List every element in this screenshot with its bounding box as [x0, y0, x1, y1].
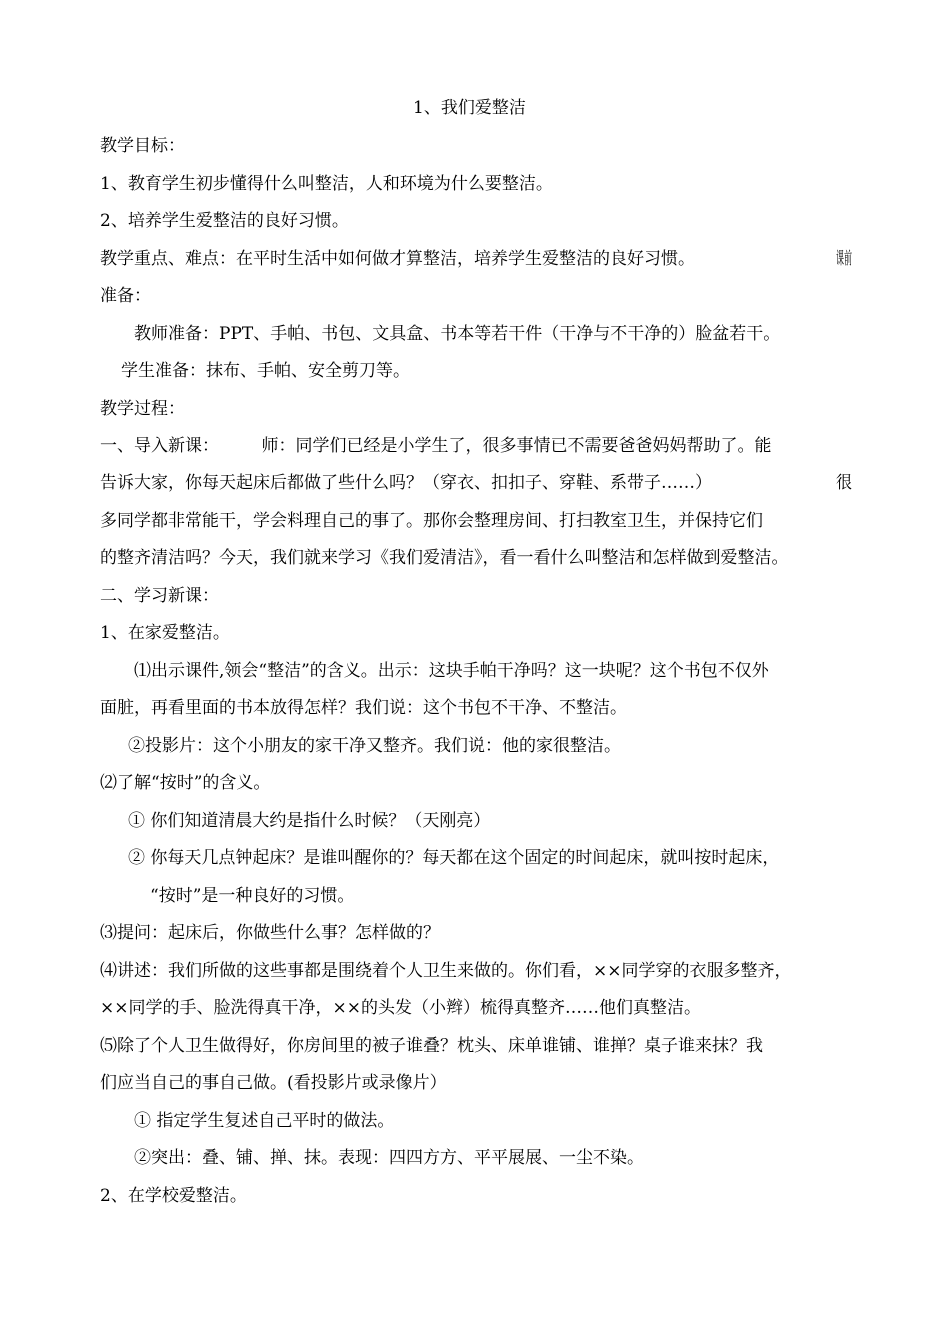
text-line: 告诉大家，你每天起床后都做了些什么吗？（穿衣、扣扣子、穿鞋、系带子……）	[100, 473, 712, 493]
text-line: 教师准备：PPT、手帕、书包、文具盒、书本等若干件（干净与不干净的）脸盆若干。	[134, 324, 781, 344]
text-line: “按时”是一种良好的习惯。	[150, 886, 355, 906]
text-line: ②突出：叠、铺、掸、抹。表现：四四方方、平平展展、一尘不染。	[134, 1148, 644, 1168]
text-line: 准备：	[100, 286, 151, 306]
text-line: ② 你每天几点钟起床？是谁叫醒你的？每天都在这个固定的时间起床，就叫按时起床，	[128, 848, 780, 868]
text-line: ⑶提问：起床后，你做些什么事？怎样做的？	[100, 923, 440, 943]
text-line: 课前	[836, 249, 853, 269]
text-line: ⑴出示课件,领会“整洁”的含义。出示：这块手帕干净吗？这一块呢？这个书包不仅外	[134, 661, 769, 681]
text-line: 教学目标：	[100, 136, 185, 156]
text-line: 二、学习新课：	[100, 586, 219, 606]
text-line: 的整齐清洁吗？今天，我们就来学习《我们爱清洁》，看一看什么叫整洁和怎样做到爱整洁。	[100, 548, 789, 568]
text-line: 面脏，再看里面的书本放得怎样？我们说：这个书包不干净、不整洁。	[100, 698, 627, 718]
text-line: 2、在学校爱整洁。	[100, 1186, 247, 1206]
text-line: 们应当自己的事自己做。(看投影片或录像片）	[100, 1073, 447, 1093]
text-line: 2、培养学生爱整洁的良好习惯。	[100, 211, 349, 231]
text-line: 1、在家爱整洁。	[100, 623, 230, 643]
document-title: 1、我们爱整洁	[413, 98, 526, 118]
text-line: ⑵了解“按时”的含义。	[100, 773, 271, 793]
text-line: ① 指定学生复述自己平时的做法。	[134, 1111, 395, 1131]
text-line: 教学重点、难点：在平时生活中如何做才算整洁，培养学生爱整洁的良好习惯。	[100, 249, 695, 269]
text-line: ××同学的手、脸洗得真干净，××的头发（小辫）梳得真整齐……他们真整洁。	[100, 998, 701, 1018]
text-line: 多同学都非常能干，学会料理自己的事了。那你会整理房间、打扫教室卫生，并保持它们	[100, 511, 763, 531]
text-line: 一、导入新课： 师：同学们已经是小学生了，很多事情已不需要爸爸妈妈帮助了。能	[100, 436, 772, 456]
text-line: ②投影片：这个小朋友的家干净又整齐。我们说：他的家很整洁。	[128, 736, 621, 756]
text-line: ⑸除了个人卫生做得好，你房间里的被子谁叠？枕头、床单谁铺、谁掸？桌子谁来抹？我	[100, 1036, 763, 1056]
text-line: 教学过程：	[100, 399, 185, 419]
text-line: ① 你们知道清晨大约是指什么时候？（天刚亮）	[128, 811, 491, 831]
text-line: 学生准备：抹布、手帕、安全剪刀等。	[121, 361, 410, 381]
text-line: ⑷讲述：我们所做的这些事都是围绕着个人卫生来做的。你们看，××同学穿的衣服多整齐，	[100, 961, 792, 981]
text-line: 很	[836, 473, 853, 493]
text-line: 1、教育学生初步懂得什么叫整洁，人和环境为什么要整洁。	[100, 174, 553, 194]
